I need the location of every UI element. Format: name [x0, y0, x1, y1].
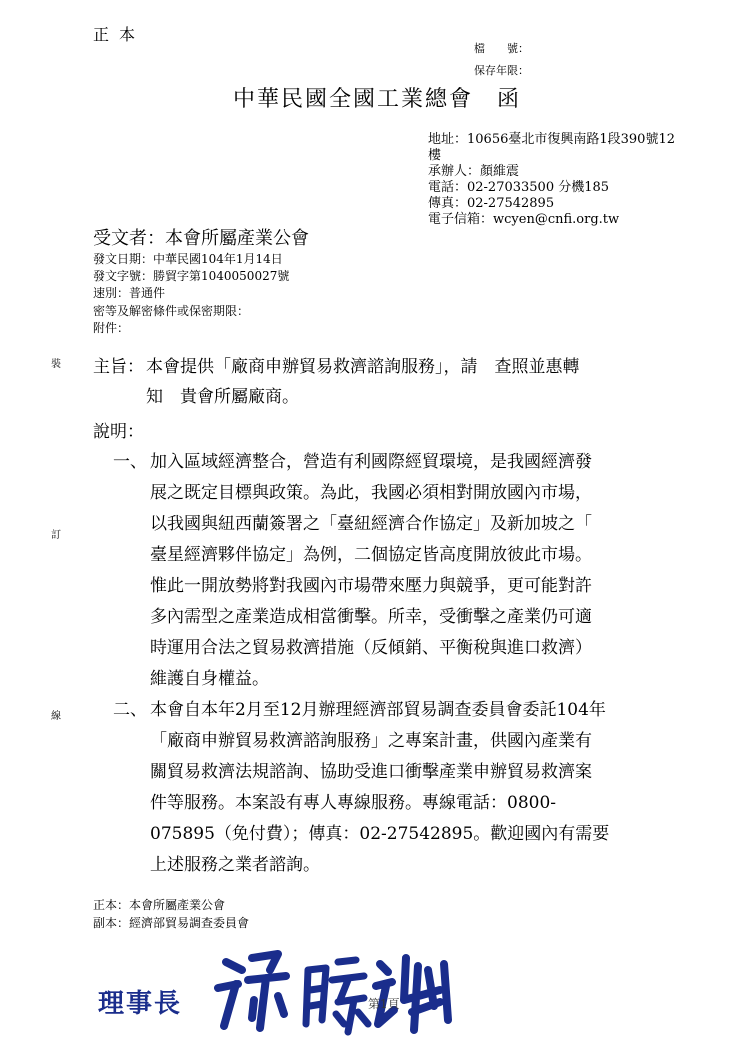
item-line: 件等服務。本案設有專人專線服務。專線電話：0800-	[150, 793, 557, 813]
item-marker: 二、	[113, 700, 147, 720]
sender-contact: 承辦人：顏維震	[428, 164, 520, 179]
sender-phone: 電話：02-27033500 分機185	[428, 180, 610, 195]
copy-label: 正本	[93, 25, 146, 44]
document-number: 發文字號：勝貿字第1040050027號	[93, 269, 290, 283]
subject-line: 知 貴會所屬廠商。	[146, 387, 299, 407]
confidentiality: 密等及解密條件或保密期限：	[93, 304, 250, 318]
recipient: 受文者：本會所屬產業公會	[93, 228, 309, 249]
binding-mark-staple: 訂	[51, 530, 61, 541]
copy-recipients: 副本：經濟部貿易調查委員會	[93, 916, 250, 930]
retention-label: 保存年限：	[474, 64, 529, 77]
issue-date: 發文日期：中華民國104年1月14日	[93, 252, 283, 266]
item-line: 展之既定目標與政策。為此，我國必須相對開放國內市場，	[150, 483, 592, 503]
sender-fax: 傳真：02-27542895	[428, 196, 555, 211]
binding-mark-line: 線	[51, 711, 61, 722]
item-line: 075895（免付費）；傳真：02-27542895。歡迎國內有需要	[150, 824, 610, 844]
item-line: 維護自身權益。	[150, 669, 269, 689]
item-line: 以我國與紐西蘭簽署之「臺紐經濟合作協定」及新加坡之「	[150, 514, 592, 534]
document-title: 中華民國全國工業總會 函	[233, 87, 522, 112]
attachment: 附件：	[93, 321, 130, 335]
original-recipients: 正本：本會所屬產業公會	[93, 898, 226, 912]
subject-line: 本會提供「廠商申辦貿易救濟諮詢服務」，請 查照並惠轉	[146, 357, 580, 377]
item-marker: 一、	[113, 452, 147, 472]
explanation-label: 說明：	[93, 422, 144, 442]
sender-email: 電子信箱：wcyen@cnfi.org.tw	[428, 212, 620, 227]
item-line: 臺星經濟夥伴協定」為例，二個協定皆高度開放彼此市場。	[150, 545, 592, 565]
delivery-speed: 速別：普通件	[93, 286, 166, 300]
item-line: 本會自本年2月至12月辦理經濟部貿易調查委員會委託104年	[150, 700, 606, 720]
sender-address-line2: 樓	[428, 148, 442, 163]
file-number-label: 檔 號：	[474, 42, 529, 55]
item-line: 惟此一開放勢將對我國內市場帶來壓力與競爭，更可能對許	[150, 576, 592, 596]
item-line: 加入區域經濟整合，營造有利國際經貿環境，是我國經濟發	[150, 452, 592, 472]
subject-label: 主旨：	[93, 357, 144, 377]
item-line: 多內需型之產業造成相當衝擊。所幸，受衝擊之產業仍可適	[150, 607, 592, 627]
handwritten-signature	[208, 940, 458, 1044]
item-line: 上述服務之業者諮詢。	[150, 855, 320, 875]
chairman-title: 理事長	[98, 989, 183, 1019]
item-line: 「廠商申辦貿易救濟諮詢服務」之專案計畫，供國內產業有	[150, 731, 592, 751]
item-line: 時運用合法之貿易救濟措施（反傾銷、平衡稅與進口救濟）	[150, 638, 592, 658]
item-line: 關貿易救濟法規諮詢、協助受進口衝擊產業申辦貿易救濟案	[150, 762, 592, 782]
binding-mark-bind: 裝	[51, 359, 61, 370]
page-number: 第1頁	[368, 997, 400, 1011]
sender-address-line1: 地址：10656臺北市復興南路1段390號12	[428, 132, 675, 147]
